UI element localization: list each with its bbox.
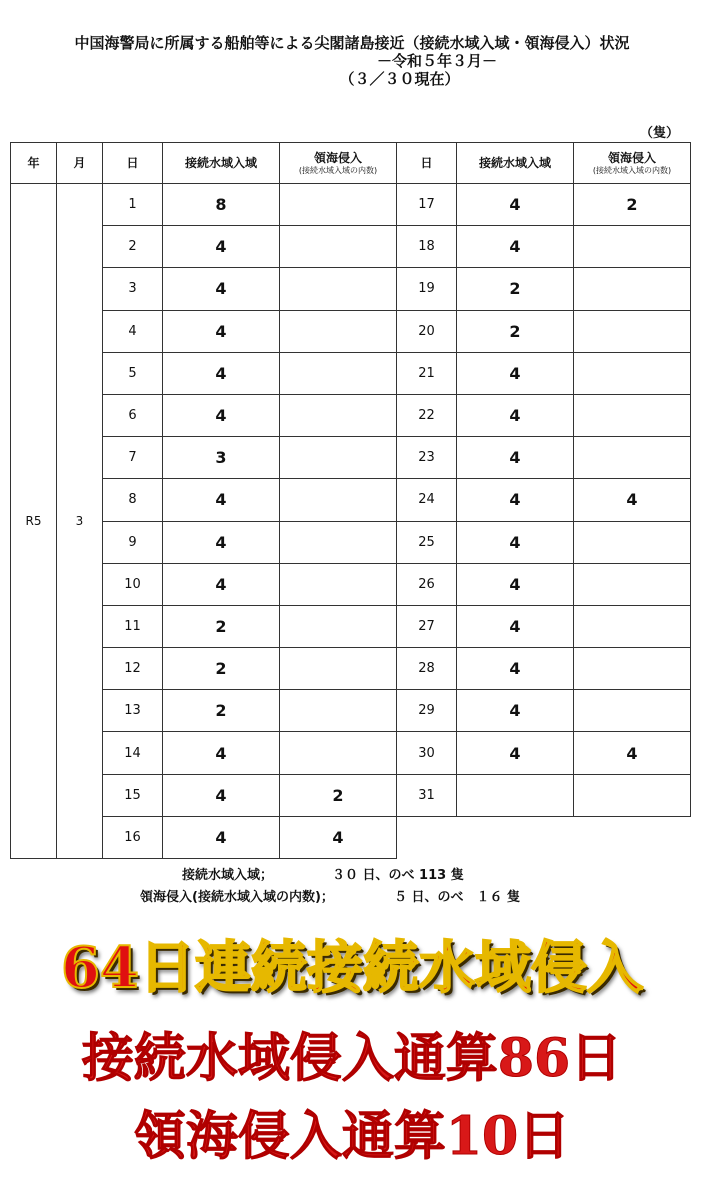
as-of-date: （３／３０現在）: [339, 70, 460, 88]
territorial-cell: [574, 226, 691, 268]
table-row: [397, 310, 691, 352]
header-day: 日: [103, 143, 163, 184]
contiguous-cell: 2: [163, 690, 280, 732]
contiguous-cell: 4: [163, 394, 280, 436]
day-cell: 26: [397, 563, 457, 605]
contiguous-cell: 4: [457, 479, 574, 521]
table-row: [397, 732, 691, 774]
territorial-cell: [280, 226, 397, 268]
summary-contiguous-value: ３０ 日、のべ 113 隻: [332, 868, 464, 883]
territorial-cell: [574, 648, 691, 690]
table-row: [397, 690, 691, 732]
contiguous-cell: 3: [163, 437, 280, 479]
month-cell: 3: [57, 184, 103, 859]
banner-consecutive-days: 64日連続接続水域侵入: [61, 935, 643, 1001]
contiguous-cell: 4: [163, 732, 280, 774]
contiguous-cell: 4: [457, 521, 574, 563]
contiguous-cell: 4: [163, 268, 280, 310]
territorial-cell: [280, 732, 397, 774]
territorial-cell: [280, 605, 397, 647]
day-cell: 6: [103, 394, 163, 436]
contiguous-cell: 4: [457, 732, 574, 774]
header-month: 月: [57, 143, 103, 184]
header-territorial: [280, 143, 397, 184]
contiguous-cell: 2: [457, 268, 574, 310]
table-row: [397, 226, 691, 268]
table-row: [11, 184, 397, 226]
day-cell: 10: [103, 563, 163, 605]
table-row: [397, 774, 691, 816]
territorial-cell: [280, 563, 397, 605]
header-territorial: [574, 143, 691, 184]
contiguous-cell: [457, 774, 574, 816]
contiguous-cell: 4: [163, 521, 280, 563]
table-row: [397, 437, 691, 479]
contiguous-cell: 4: [163, 816, 280, 858]
contiguous-cell: 2: [163, 648, 280, 690]
left-header-row: [11, 143, 397, 184]
contiguous-cell: 4: [457, 648, 574, 690]
day-cell: 12: [103, 648, 163, 690]
territorial-cell: [280, 352, 397, 394]
left-table: [10, 142, 397, 859]
table-row: [397, 352, 691, 394]
territorial-cell: [280, 268, 397, 310]
day-cell: 2: [103, 226, 163, 268]
day-cell: 29: [397, 690, 457, 732]
territorial-cell: [574, 521, 691, 563]
day-cell: 21: [397, 352, 457, 394]
territorial-cell: [574, 563, 691, 605]
header-territorial-sub: (接続水域入域の内数): [298, 165, 378, 175]
contiguous-cell: 4: [457, 184, 574, 226]
contiguous-cell: 2: [457, 310, 574, 352]
contiguous-cell: 4: [163, 563, 280, 605]
table-row: [397, 563, 691, 605]
day-cell: 25: [397, 521, 457, 563]
summary-territorial-label: 領海侵入(接続水域入域の内数)；: [140, 890, 334, 905]
right-header-row: [397, 143, 691, 184]
table-row: [397, 648, 691, 690]
contiguous-cell: 4: [163, 774, 280, 816]
contiguous-cell: 2: [163, 605, 280, 647]
table-row: [397, 521, 691, 563]
document-title: 中国海警局に所属する船舶等による尖閣諸島接近（接続水域入域・領海侵入）状況: [74, 34, 630, 52]
territorial-cell: 2: [280, 774, 397, 816]
day-cell: 11: [103, 605, 163, 647]
day-cell: 9: [103, 521, 163, 563]
day-cell: 4: [103, 310, 163, 352]
header-territorial-label: 領海侵入: [313, 150, 362, 165]
document-header: [0, 34, 704, 88]
contiguous-cell: 4: [457, 352, 574, 394]
territorial-cell: 4: [574, 479, 691, 521]
day-cell: 23: [397, 437, 457, 479]
day-cell: 18: [397, 226, 457, 268]
day-cell: 3: [103, 268, 163, 310]
contiguous-cell: 4: [457, 690, 574, 732]
contiguous-cell: 4: [163, 352, 280, 394]
contiguous-cell: 8: [163, 184, 280, 226]
contiguous-cell: 4: [457, 226, 574, 268]
table-row: [397, 479, 691, 521]
territorial-cell: 4: [280, 816, 397, 858]
territorial-cell: [280, 479, 397, 521]
territorial-cell: [574, 352, 691, 394]
territorial-cell: [280, 184, 397, 226]
summary-line-territorial: [140, 886, 521, 905]
territorial-cell: [574, 310, 691, 352]
contiguous-cell: 4: [457, 563, 574, 605]
territorial-cell: 4: [574, 732, 691, 774]
contiguous-cell: 4: [457, 437, 574, 479]
day-cell: 22: [397, 394, 457, 436]
table-row: [397, 605, 691, 647]
territorial-cell: [280, 310, 397, 352]
territorial-cell: [280, 648, 397, 690]
territorial-cell: [280, 437, 397, 479]
header-day: 日: [397, 143, 457, 184]
day-cell: 15: [103, 774, 163, 816]
territorial-cell: [280, 394, 397, 436]
day-cell: 17: [397, 184, 457, 226]
territorial-cell: [280, 690, 397, 732]
day-cell: 20: [397, 310, 457, 352]
territorial-cell: [280, 521, 397, 563]
header-contiguous: 接続水域入域: [163, 143, 280, 184]
day-cell: 27: [397, 605, 457, 647]
territorial-cell: [574, 394, 691, 436]
day-cell: 28: [397, 648, 457, 690]
territorial-cell: [574, 605, 691, 647]
day-cell: 24: [397, 479, 457, 521]
day-cell: 16: [103, 816, 163, 858]
header-contiguous: 接続水域入域: [457, 143, 574, 184]
territorial-cell: [574, 268, 691, 310]
territorial-cell: [574, 437, 691, 479]
header-territorial-sub: (接続水域入域の内数): [592, 165, 672, 175]
document-subtitle: －令和５年３月－: [376, 52, 497, 70]
day-cell: 1: [103, 184, 163, 226]
day-cell: 7: [103, 437, 163, 479]
day-cell: 30: [397, 732, 457, 774]
banner-territorial-total: 領海侵入通算10日: [133, 1106, 571, 1167]
unit-label: （隻）: [640, 126, 680, 141]
summary-line-contiguous: [182, 864, 464, 883]
territorial-cell: [574, 774, 691, 816]
year-cell: R5: [11, 184, 57, 859]
table-row: [397, 268, 691, 310]
day-cell: 8: [103, 479, 163, 521]
contiguous-cell: 4: [457, 605, 574, 647]
territorial-cell: 2: [574, 184, 691, 226]
territorial-cell: [574, 690, 691, 732]
day-cell: 13: [103, 690, 163, 732]
table-row: [397, 394, 691, 436]
summary-territorial-value: ５ 日、のべ １６ 隻: [394, 890, 521, 905]
day-cell: 14: [103, 732, 163, 774]
header-year: 年: [11, 143, 57, 184]
right-table: [396, 142, 691, 817]
day-cell: 31: [397, 774, 457, 816]
table-row: [397, 184, 691, 226]
contiguous-cell: 4: [457, 394, 574, 436]
banner-contiguous-total: 接続水域侵入通算86日: [81, 1028, 623, 1089]
summary-contiguous-label: 接続水域入域；: [182, 868, 274, 883]
day-cell: 19: [397, 268, 457, 310]
header-territorial-label: 領海侵入: [607, 150, 656, 165]
contiguous-cell: 4: [163, 226, 280, 268]
day-cell: 5: [103, 352, 163, 394]
contiguous-cell: 4: [163, 479, 280, 521]
contiguous-cell: 4: [163, 310, 280, 352]
